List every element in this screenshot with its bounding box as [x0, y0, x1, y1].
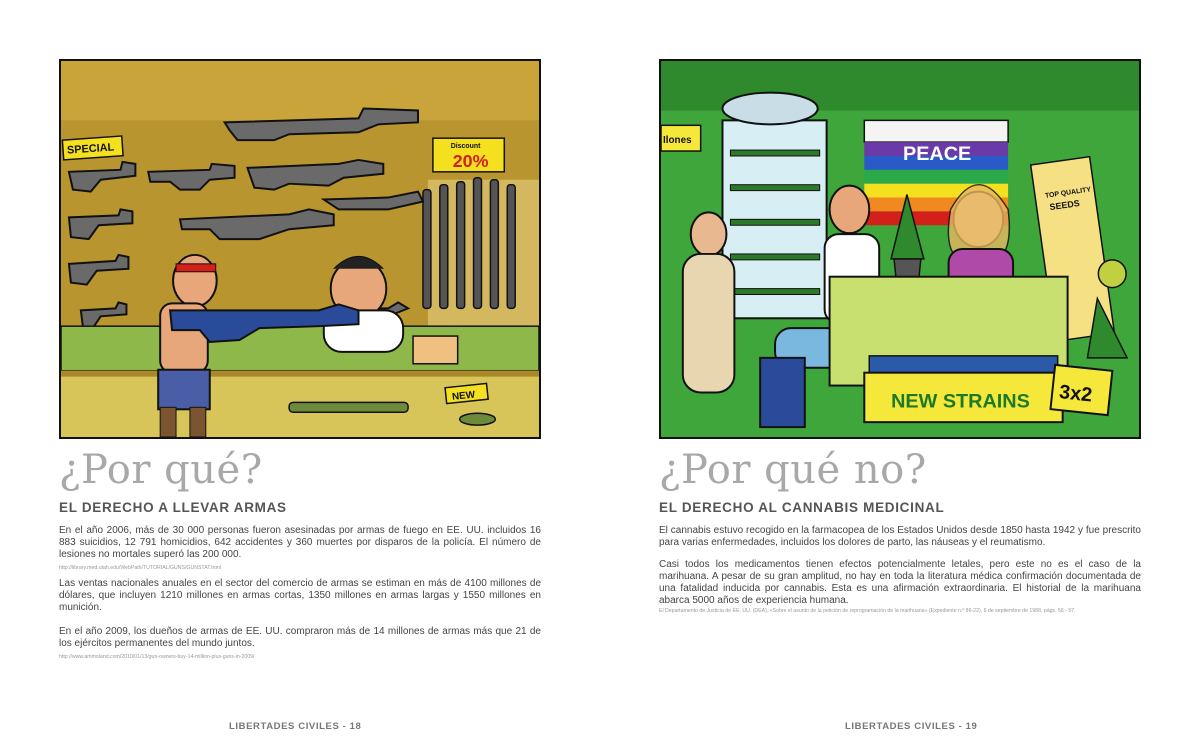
- source-citation: El Departamento de Justicia de EE. UU. (DEA), «Sobre el asunto de la petición de reprogramación de la marihuana» (Expediente n.º 86-22), 6 de septiembre de 1988, págs. 56 - 57.: [659, 608, 1076, 614]
- source-url[interactable]: http://www.ammoland.com/2010/01/13/gun-owners-buy-14-million-plus-guns-in-2009/: [59, 654, 255, 660]
- section-subtitle: EL DERECHO AL CANNABIS MEDICINAL: [659, 500, 945, 515]
- paragraph: En el año 2009, los dueños de armas de EE. UU. compraron más de 14 millones de armas más que 21 de los ejércitos permanentes del mundo juntos.: [59, 626, 541, 649]
- page-footer: LIBERTADES CIVILES - 19: [845, 721, 978, 732]
- new-sign: NEW: [451, 389, 476, 403]
- peace-banner-text: PEACE: [902, 142, 972, 165]
- new-strains-sign: NEW STRAINS: [891, 390, 1030, 413]
- article-body: [659, 525, 1141, 621]
- paragraph: En el año 2006, más de 30 000 personas fueron asesinadas por armas de fuego en EE. UU. incluidos 16 883 suicidios, 12 791 homicidios, 642 accidentes y 360 muertes por disparos de la policía. El número de lesiones no mortales superó las 200 000.: [59, 525, 541, 560]
- paragraph: Las ventas nacionales anuales en el sector del comercio de armas se estiman en más de 4100 millones de dólares, que incluyen 1210 millones en armas cortas, 1350 millones en armas largas y 1550 millones en munición.: [59, 578, 541, 613]
- discount-label: Discount: [450, 143, 481, 151]
- page-title: ¿Por qué?: [59, 447, 263, 493]
- page-title: ¿Por qué no?: [659, 447, 927, 493]
- dispensary-cartoon: [661, 61, 1139, 437]
- seeds-sign-line1: TOP QUALITY: [1044, 186, 1092, 200]
- top-sign: Ilones: [662, 135, 692, 147]
- offer-sign: 3x2: [1058, 381, 1094, 407]
- paragraph: El cannabis estuvo recogido en la farmacopea de los Estados Unidos desde 1850 hasta 1942 y fue prescrito para varias enfermedades, incluidos los dolores de parto, las náuseas y el reumatismo.: [659, 525, 1141, 548]
- gun-shop-cartoon: [61, 61, 539, 437]
- seeds-sign-line2: SEEDS: [1048, 198, 1081, 213]
- special-sign: SPECIAL: [66, 141, 115, 157]
- gun-shop-illustration: [59, 59, 541, 439]
- article-body: [59, 525, 541, 667]
- section-subtitle: EL DERECHO A LLEVAR ARMAS: [59, 500, 287, 515]
- page-footer: LIBERTADES CIVILES - 18: [229, 721, 362, 732]
- source-url[interactable]: http://library.med.utah.edu/WebPath/TUTORIAL/GUNS/GUNSTAT.html: [59, 565, 222, 571]
- right-page: [600, 0, 1200, 750]
- discount-value: 20%: [452, 150, 489, 171]
- paragraph: Casi todos los medicamentos tienen efectos potencialmente letales, pero este no es el caso de la marihuana. A pesar de su gran amplitud, no hay en toda la literatura médica confirmación documentada de una fatalidad inducida por cannabis. Esta es una afirmación extraordinaria. El historial de la marihuana abarca 5000 años de experiencia humana.: [659, 559, 1141, 606]
- dispensary-illustration: [659, 59, 1141, 439]
